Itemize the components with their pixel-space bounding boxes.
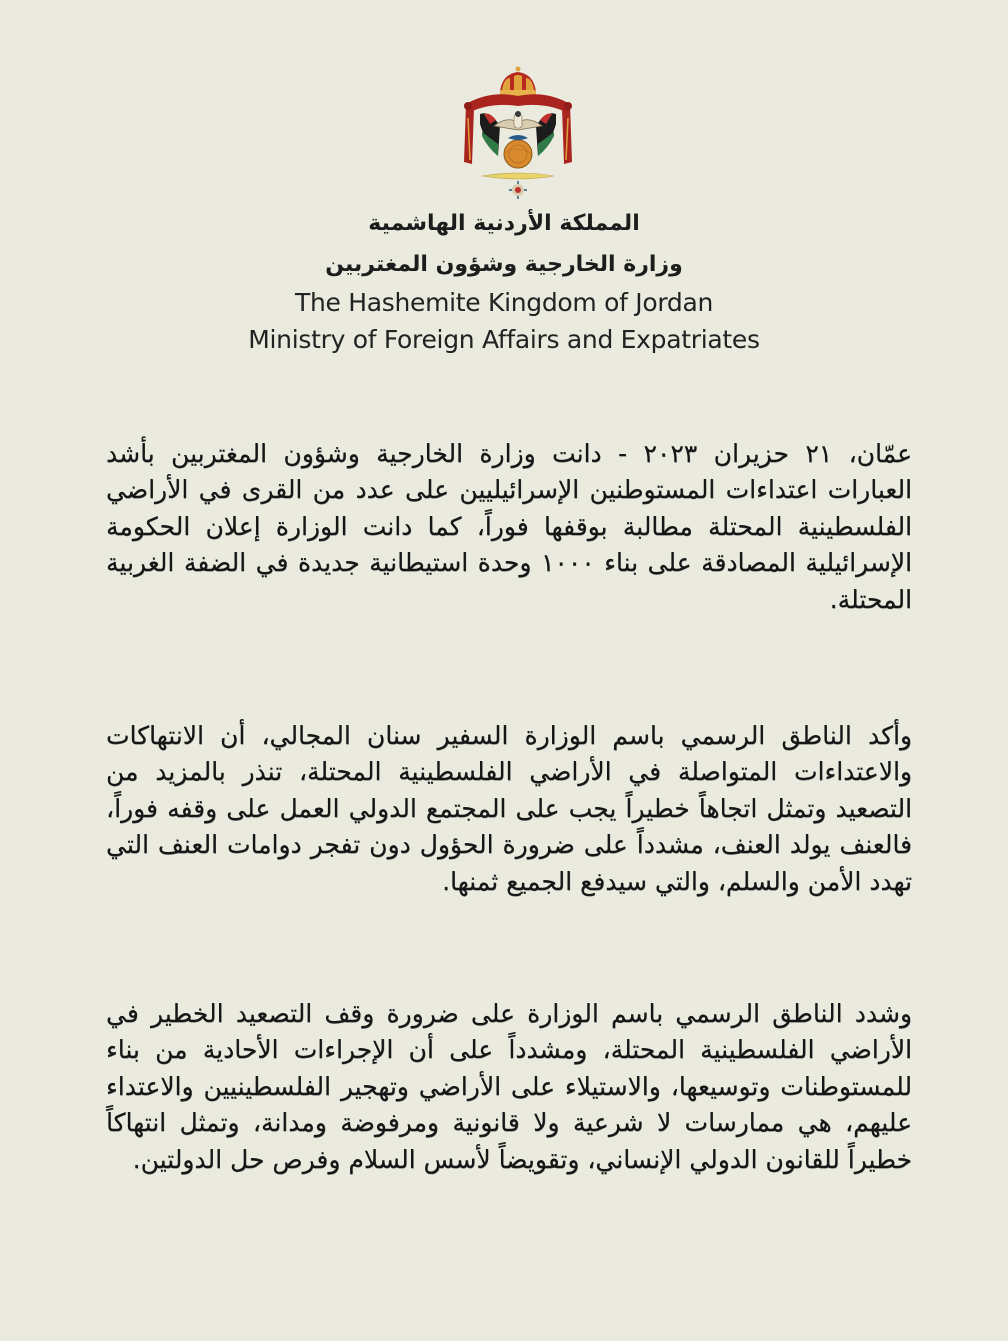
header-english-ministry: Ministry of Foreign Affairs and Expatriates — [248, 325, 760, 354]
ribbon-icon — [482, 173, 554, 179]
header-arabic-ministry: وزارة الخارجية وشؤون المغتربين — [325, 252, 683, 277]
statement-paragraph-1: عمّان، ٢١ حزيران ٢٠٢٣ - دانت وزارة الخارجية وشؤون المغتربين بأشد العبارات اعتداءات المستوطنين الإسرائيليين على عدد من القرى في الأراضي الفلسطينية المحتلة مطالبة بوقفها فوراً، كما دانت الوزارة إعلان الحكومة الإسرائيلية المصادقة على بناء ١٠٠٠ وحدة استيطانية جديدة في الضفة الغربية المحتلة. — [106, 439, 912, 614]
header-arabic-kingdom: المملكة الأردنية الهاشمية — [368, 211, 640, 236]
jordan-coat-of-arms-icon — [460, 64, 576, 200]
crown-icon — [500, 67, 536, 99]
header-english-kingdom: The Hashemite Kingdom of Jordan — [294, 288, 714, 317]
order-star-icon — [509, 181, 527, 199]
eagle-icon — [494, 111, 542, 130]
globe-icon — [504, 135, 532, 168]
statement-paragraph-2: وأكد الناطق الرسمي باسم الوزارة السفير سنان المجالي، أن الانتهاكات والاعتداءات المتواصلة في الأراضي الفلسطينية المحتلة، تنذر بالمزيد من التصعيد وتمثل اتجاهاً خطيراً يجب على المجتمع الدولي العمل على وقفه فوراً، فالعنف يولد العنف، مشدداً على ضرورة الحؤول دون تفجر دوامات العنف التي تهدد الأمن والسلم، والتي سيدفع الجميع ثمنها. — [106, 721, 912, 896]
statement-paragraph-3: وشدد الناطق الرسمي باسم الوزارة على ضرورة وقف التصعيد الخطير في الأراضي الفلسطينية المحتلة، ومشدداً على أن الإجراءات الأحادية من بناء للمستوطنات وتوسيعها، والاستيلاء على الأراضي وتهجير الفلسطينيين والاعتداء عليهم، هي ممارسات لا شرعية ولا قانونية ومرفوضة ومدانة، وتمثل انتهاكاً خطيراً للقانون الدولي الإنساني، وتقويضاً لأسس السلام وفرص حل الدولتين. — [106, 999, 912, 1174]
